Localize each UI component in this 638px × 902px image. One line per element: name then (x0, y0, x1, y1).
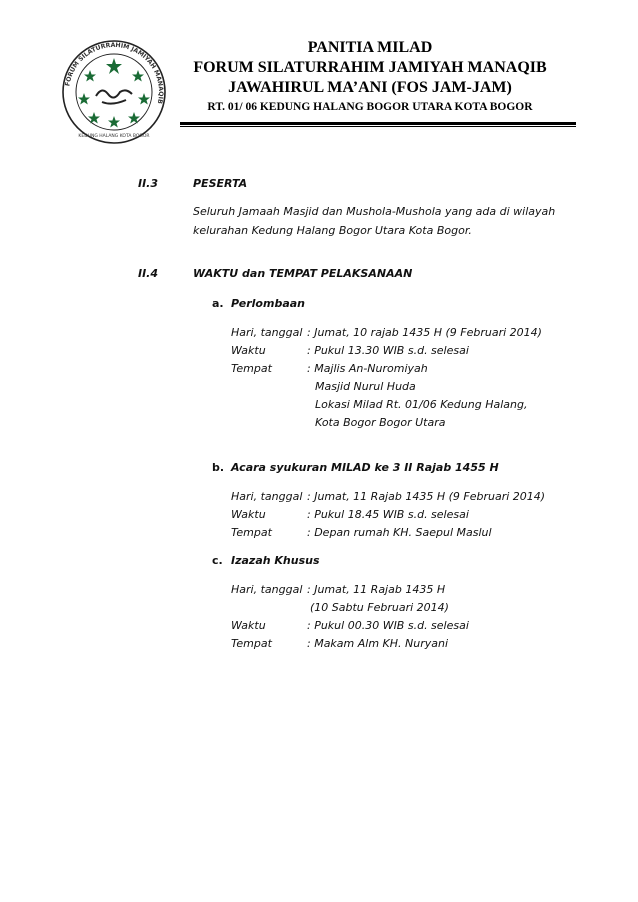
section-title: PESERTA (193, 177, 248, 190)
header-title: PANITIA MILAD (307, 39, 433, 56)
field-label: Tempat (231, 526, 272, 539)
logo-ring-text: FORUM SILATURRAHIM JAMIYAH MANAQIB (64, 41, 165, 105)
field-label: Waktu (231, 508, 266, 521)
field-label: Waktu (231, 619, 266, 632)
section-title: WAKTU dan TEMPAT PELAKSANAAN (193, 267, 413, 280)
list-marker: b. (212, 461, 225, 474)
field-value-line: Masjid Nurul Huda (315, 380, 416, 393)
field-value: : Jumat, 11 Rajab 1435 H (9 Februari 2014) (307, 490, 546, 503)
field-label: Hari, tanggal (231, 583, 303, 596)
header-divider-thick (180, 122, 576, 125)
field-value: : Makam Alm KH. Nuryani (307, 637, 449, 650)
list-marker: a. (212, 297, 224, 310)
field-value: : Jumat, 11 Rajab 1435 H (307, 583, 446, 596)
logo-bottom-text: KEDUNG HALANG KOTA BOGOR (78, 134, 150, 139)
paragraph-line: kelurahan Kedung Halang Bogor Utara Kota Bogor. (193, 224, 472, 237)
field-value: : Depan rumah KH. Saepul Maslul (307, 526, 492, 539)
field-value-line: Lokasi Milad Rt. 01/06 Kedung Halang, (315, 398, 528, 411)
field-value: : Pukul 18.45 WIB s.d. selesai (307, 508, 469, 521)
field-value: : Pukul 13.30 WIB s.d. selesai (307, 344, 469, 357)
field-value: : Jumat, 10 rajab 1435 H (9 Februari 2014) (307, 326, 542, 339)
paragraph-line: Seluruh Jamaah Masjid dan Mushola-Mushola yang ada di wilayah (193, 205, 556, 218)
header-organization: FORUM SILATURRAHIM JAMIYAH MANAQIB (193, 59, 547, 76)
subsection-title: Izazah Khusus (231, 554, 320, 567)
list-marker: c. (212, 554, 223, 567)
subsection-title: Perlombaan (231, 297, 305, 310)
field-label: Hari, tanggal (231, 490, 303, 503)
header-divider-thin (180, 126, 576, 127)
field-label: Waktu (231, 344, 266, 357)
field-label: Tempat (231, 362, 272, 375)
header-organization-name: JAWAHIRUL MA’ANI (FOS JAM-JAM) (228, 79, 512, 96)
field-label: Tempat (231, 637, 272, 650)
field-value-line: Kota Bogor Bogor Utara (315, 416, 446, 429)
subsection-title: Acara syukuran MILAD ke 3 II Rajab 1455 H (231, 461, 499, 474)
section-number: II.4 (138, 267, 159, 280)
header-address: RT. 01/ 06 KEDUNG HALANG BOGOR UTARA KOTA BOGOR (207, 101, 533, 113)
field-value: : Majlis An-Nuromiyah (307, 362, 428, 375)
svg-text:FORUM SILATURRAHIM JAMIYAH MAN (64, 42, 164, 105)
section-number: II.3 (138, 177, 159, 190)
field-value: : Pukul 00.30 WIB s.d. selesai (307, 619, 469, 632)
field-label: Hari, tanggal (231, 326, 303, 339)
organization-logo (60, 38, 168, 146)
field-value-line: (10 Sabtu Februari 2014) (310, 601, 449, 614)
